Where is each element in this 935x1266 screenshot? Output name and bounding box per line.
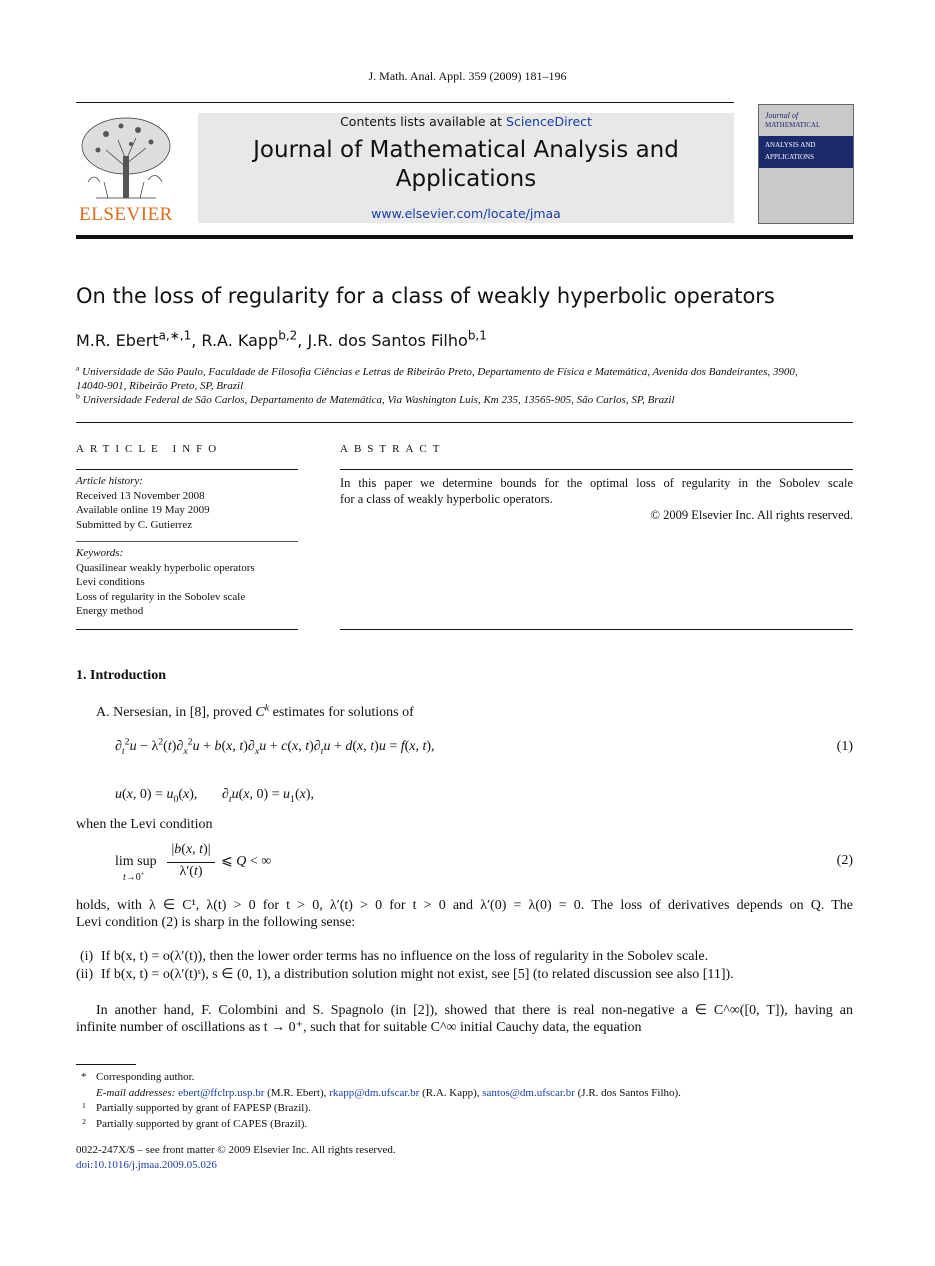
abstract-copyright: © 2009 Elsevier Inc. All rights reserved. — [650, 508, 853, 522]
journal-title-line1: Journal of Mathematical Analysis and — [253, 137, 679, 163]
list-item-mark: (ii) — [76, 967, 94, 982]
footnote-text: Partially supported by grant of FAPESP (Brazil). — [96, 1102, 311, 1114]
affiliation-mark: a — [76, 363, 80, 373]
footnote-corresponding — [76, 1070, 853, 1086]
footnotes — [76, 1070, 853, 1132]
history-submitted: Submitted by C. Gutierrez — [76, 518, 193, 531]
equation-1-initial-data: u(x, $0) = u_0(x)$, $\partial_tu(x$, $0) = u_1(x)$, — [115, 787, 314, 805]
holds-line2: Levi condition (2) is sharp in the following sense: — [76, 915, 356, 930]
journal-title — [198, 136, 734, 194]
article-info-rule — [76, 469, 298, 470]
intro-paragraph-2 — [76, 1002, 853, 1036]
contents-line — [198, 114, 734, 129]
list-item — [76, 948, 853, 966]
affiliation-a-line2: 14040-901, Ribeirão Preto, SP, Brazil — [76, 380, 244, 392]
sciencedirect-link[interactable]: ScienceDirect — [506, 114, 592, 129]
footnote-rule — [76, 1064, 136, 1065]
sharpness-list — [76, 948, 853, 984]
article-title: On the loss of regularity for a class of weakly hyperbolic operators — [76, 284, 775, 308]
journal-cover — [758, 104, 854, 224]
equation-2-number: (2) — [836, 853, 853, 868]
equation-1-number: (1) — [836, 739, 853, 754]
section-heading: 1. Introduction — [76, 668, 166, 683]
footnote-star-mark: * — [81, 1071, 87, 1083]
cover-line-2: MATHEMATICAL — [765, 121, 821, 129]
author-name: R.A. Kapp — [201, 331, 279, 350]
top-rule — [76, 102, 734, 103]
intro-paragraph-1: A. Nersesian, in [8], proved $C^k$ estimates for solutions of — [96, 702, 414, 720]
p2-line2: infinite number of oscillations as t → 0⁺, such that for suitable C^∞ initial Cauchy data, the equation — [76, 1020, 642, 1035]
elsevier-wordmark: ELSEVIER — [79, 204, 173, 225]
keyword: Quasilinear weakly hyperbolic operators — [76, 561, 255, 574]
cover-line-3: ANALYSIS AND — [765, 141, 816, 149]
equation-1: $\partial_t^2u - \lambda^2(t)\partial_x^2u + b(x$, $t)\partial_xu + c(x$, $t)\partial_tu + d(x$, t)u = f(x, t), — [115, 736, 435, 757]
cover-line-4: APPLICATIONS — [765, 153, 815, 161]
article-info-heading: ARTICLE INFO — [76, 443, 223, 455]
journal-title-line2: Applications — [395, 166, 537, 192]
email-link[interactable]: rkapp@dm.ufscar.br — [329, 1086, 420, 1099]
email-link[interactable]: ebert@ffclrp.usp.br — [178, 1086, 265, 1099]
journal-url-link[interactable]: www.elsevier.com/locate/jmaa — [371, 206, 561, 221]
abstract-heading: ABSTRACT — [340, 443, 446, 455]
keywords-rule — [76, 541, 298, 542]
author-name: J.R. dos Santos Filho — [307, 331, 468, 350]
levi-intro: when the Levi condition — [76, 817, 213, 832]
email-owner: (R.A. Kapp), — [422, 1086, 480, 1099]
holds-paragraph — [76, 897, 853, 931]
footnote-corresponding-text: Corresponding author. — [96, 1071, 195, 1083]
footnote-1: 1 Partially supported by grant of FAPESP (Brazil). — [76, 1101, 853, 1117]
email-owner: (J.R. dos Santos Filho). — [577, 1086, 681, 1099]
keywords-label: Keywords: — [76, 547, 124, 559]
issn-line: 0022-247X/$ – see front matter © 2009 Elsevier Inc. All rights reserved. — [76, 1144, 396, 1156]
footnote-text: Partially supported by grant of CAPES (Brazil). — [96, 1117, 308, 1130]
p2-line1: In another hand, F. Colombini and S. Spagnolo (in [2]), showed that there is real non-negative a ∈ C^∞([0, T]), having an — [96, 1003, 853, 1018]
list-item — [76, 966, 853, 984]
abstract-rule — [340, 469, 853, 470]
email-label: E-mail addresses: — [96, 1086, 176, 1099]
thick-header-rule — [76, 235, 853, 239]
abstract-line1: In this paper we determine bounds for the optimal loss of regularity in the Sobolev scale — [340, 476, 853, 490]
article-info-bottom-rule — [76, 629, 298, 630]
elsevier-logo — [76, 112, 176, 227]
author-sup: b,2 — [278, 328, 298, 343]
keyword: Levi conditions — [76, 576, 145, 588]
doi-link[interactable]: doi:10.1016/j.jmaa.2009.05.026 — [76, 1159, 217, 1171]
front-matter — [76, 1143, 396, 1173]
journal-banner — [198, 113, 734, 223]
keywords-block — [76, 546, 255, 619]
footnote-emails — [76, 1086, 853, 1102]
history-received: Received 13 November 2008 — [76, 489, 205, 502]
cover-line-1: Journal of — [765, 111, 799, 120]
author-name: M.R. Ebert — [76, 331, 159, 350]
affiliation-a-line1: Universidade de São Paulo, Faculdade de Filosofia Ciências e Letras de Ribeirão Preto, Departamento de Física e Matemática, Avenida dos Bandeirantes, 3900, — [82, 366, 798, 378]
author-list: M.R. Ebert$^{a,∗,1}$, R.A. Kapp$^{b,2}$, J.R. dos Santos Filho$^{b,1}$ — [76, 328, 487, 350]
abstract-text — [340, 475, 853, 523]
list-item-mark: (i) — [80, 949, 94, 964]
abstract-line2: for a class of weakly hyperbolic operators. — [340, 492, 553, 506]
author-sup: a,∗,1 — [158, 328, 192, 343]
affiliation-rule — [76, 422, 853, 423]
keyword: Loss of regularity in the Sobolev scale — [76, 590, 246, 603]
email-owner: (M.R. Ebert), — [267, 1086, 327, 1099]
list-item-text: If b(x, t) = o(λ′(t)), then the lower order terms has no influence on the loss of regularity in the Sobolev scale. — [101, 949, 709, 964]
author-sup: b,1 — [467, 328, 487, 343]
holds-line1: holds, with λ ∈ C¹, λ(t) > 0 for t > 0, λ′(t) > 0 for t > 0 and λ′(0) = λ(0) = 0. The loss of derivatives depends on Q. The — [76, 898, 853, 913]
affiliation-a — [76, 365, 853, 393]
elsevier-tree-icon — [76, 112, 176, 204]
footnote-2: 2 Partially supported by grant of CAPES (Brazil). — [76, 1117, 853, 1133]
keyword: Energy method — [76, 605, 144, 617]
affiliation-mark: b — [76, 391, 80, 401]
affiliation-b-text: Universidade Federal de São Carlos, Departamento de Matemática, Via Washington Luis, Km 235, 13565-905, São Carlos, SP, Brazil — [82, 394, 675, 406]
history-online: Available online 19 May 2009 — [76, 504, 210, 516]
affiliation-b — [76, 391, 853, 406]
contents-prefix: Contents lists available at — [340, 114, 507, 129]
list-item-text: If b(x, t) = o(λ′(t)ˢ), s ∈ (0, 1), a distribution solution might not exist, see [5] (to related discussion see also [11]). — [101, 967, 734, 982]
article-history — [76, 474, 210, 532]
journal-citation: J. Math. Anal. Appl. 359 (2009) 181–196 — [368, 69, 567, 83]
abstract-bottom-rule — [340, 629, 853, 630]
history-label: Article history: — [76, 475, 143, 487]
email-link[interactable]: santos@dm.ufscar.br — [482, 1086, 575, 1099]
